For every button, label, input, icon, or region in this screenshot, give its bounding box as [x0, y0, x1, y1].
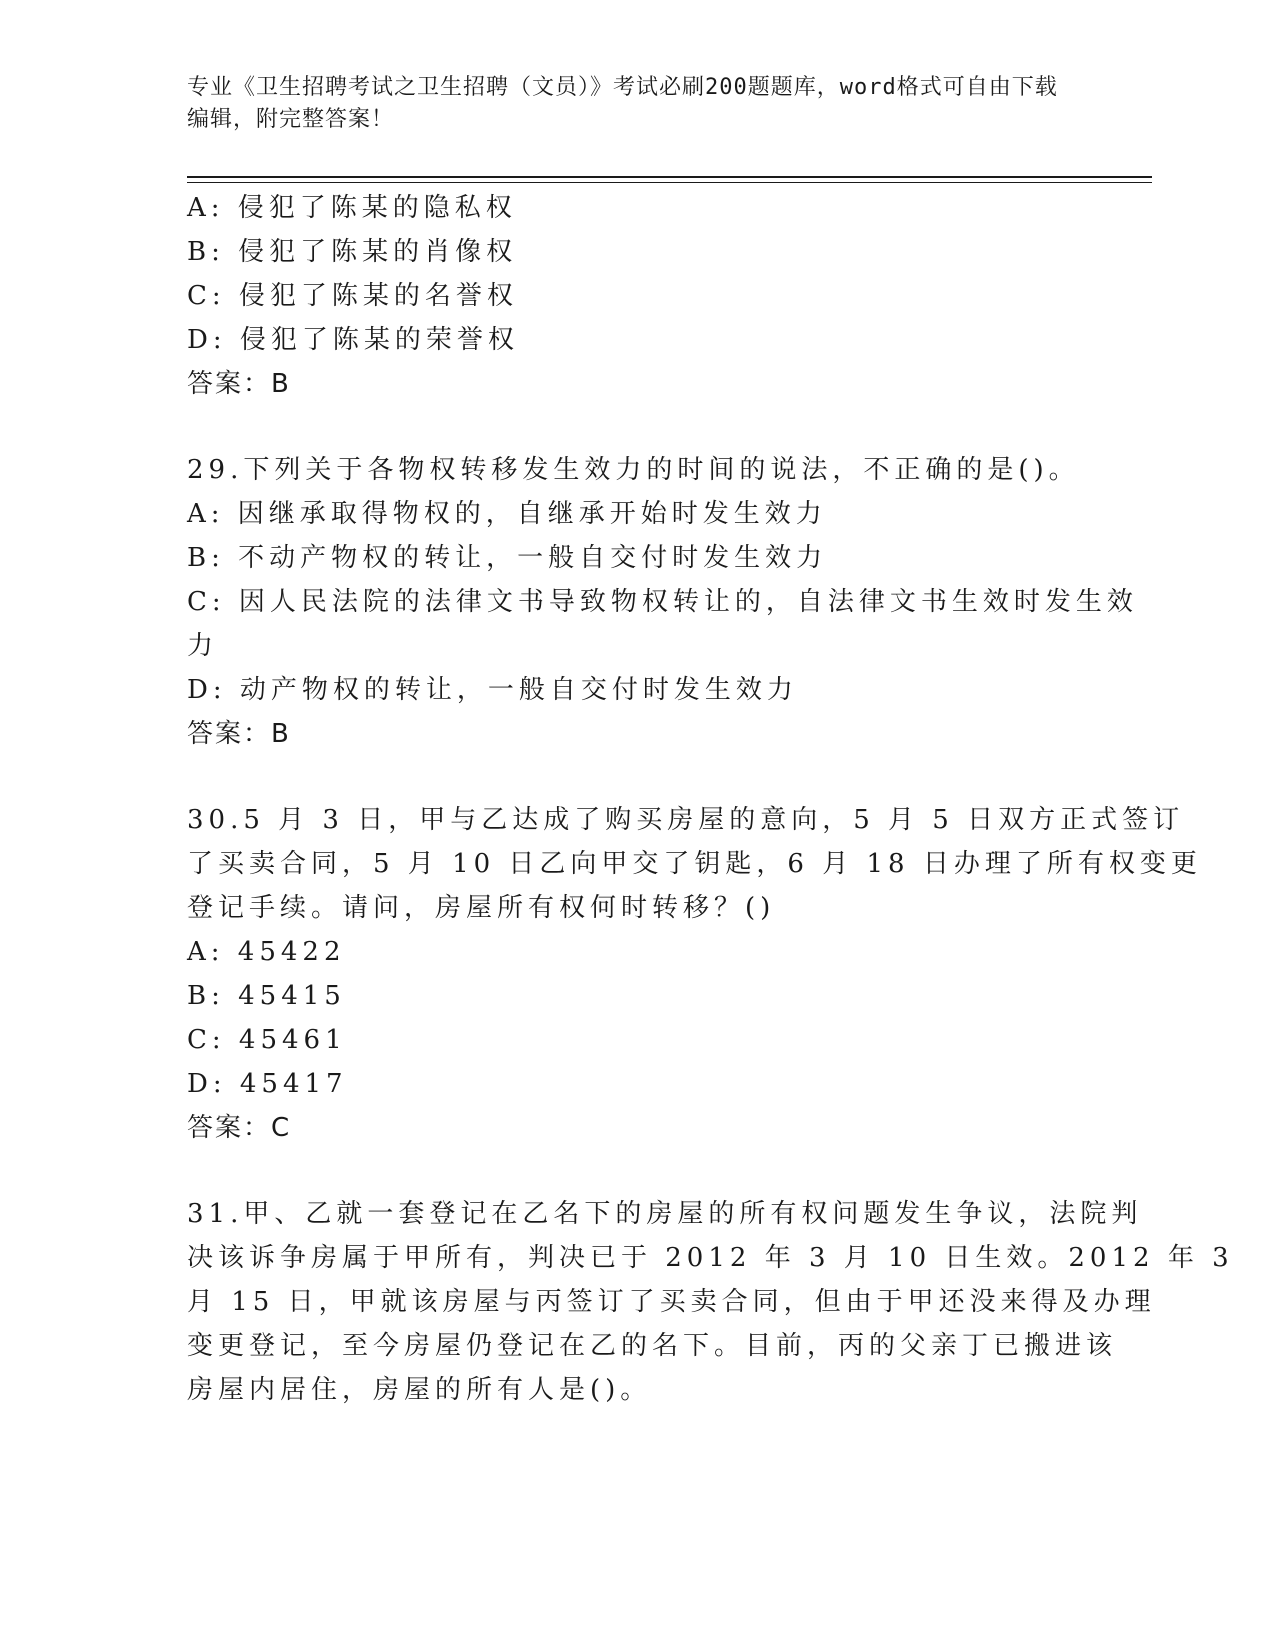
q28-option-d: D: 侵犯了陈某的荣誉权 — [187, 325, 519, 355]
q29-stem: 29.下列关于各物权转移发生效力的时间的说法，不正确的是()。 — [187, 455, 1080, 485]
q28-option-c: C: 侵犯了陈某的名誉权 — [187, 281, 518, 311]
q29-option-b: B: 不动产物权的转让，一般自交付时发生效力 — [187, 543, 828, 573]
q29-answer: 答案：B — [187, 719, 291, 749]
q28-option-a: A: 侵犯了陈某的隐私权 — [187, 193, 517, 223]
q29-option-c: C: 因人民法院的法律文书导致物权转让的，自法律文书生效时发生效 — [187, 587, 1138, 617]
q28-answer: 答案：B — [187, 369, 291, 399]
q30-stem-line-2: 了买卖合同，5 月 10 日乙向甲交了钥匙，6 月 18 日办理了所有权变更 — [187, 849, 1202, 879]
q30-option-a: A: 45422 — [187, 937, 346, 967]
header-divider-thick — [187, 176, 1152, 178]
q29-option-d: D: 动产物权的转让，一般自交付时发生效力 — [187, 675, 798, 705]
q28-option-b: B: 侵犯了陈某的肖像权 — [187, 237, 518, 267]
q31-stem-line-3: 月 15 日，甲就该房屋与丙签订了买卖合同，但由于甲还没来得及办理 — [187, 1287, 1156, 1317]
q30-option-c: C: 45461 — [187, 1025, 347, 1055]
q31-stem-line-2: 决该诉争房属于甲所有，判决已于 2012 年 3 月 10 日生效。2012 年 3 — [187, 1243, 1234, 1273]
q30-answer: 答案：C — [187, 1113, 292, 1143]
q30-stem-line-1: 30.5 月 3 日，甲与乙达成了购买房屋的意向，5 月 5 日双方正式签订 — [187, 805, 1185, 835]
document-header: 专业《卫生招聘考试之卫生招聘（文员）》考试必刷200题题库，word格式可自由下载编辑，附完整答案！ — [187, 75, 1058, 132]
header-divider-thin — [187, 182, 1152, 183]
q29-option-a: A: 因继承取得物权的，自继承开始时发生效力 — [187, 499, 827, 529]
q31-stem-line-4: 变更登记，至今房屋仍登记在乙的名下。目前，丙的父亲丁已搬进该 — [187, 1331, 1118, 1361]
q31-stem-line-1: 31.甲、乙就一套登记在乙名下的房屋的所有权问题发生争议，法院判 — [187, 1199, 1143, 1229]
q31-stem-line-5: 房屋内居住，房屋的所有人是()。 — [187, 1375, 652, 1405]
q30-option-b: B: 45415 — [187, 981, 346, 1011]
q29-option-c-continued: 力 — [187, 631, 219, 661]
q30-option-d: D: 45417 — [187, 1069, 348, 1099]
q30-stem-line-3: 登记手续。请问，房屋所有权何时转移？() — [187, 893, 776, 923]
